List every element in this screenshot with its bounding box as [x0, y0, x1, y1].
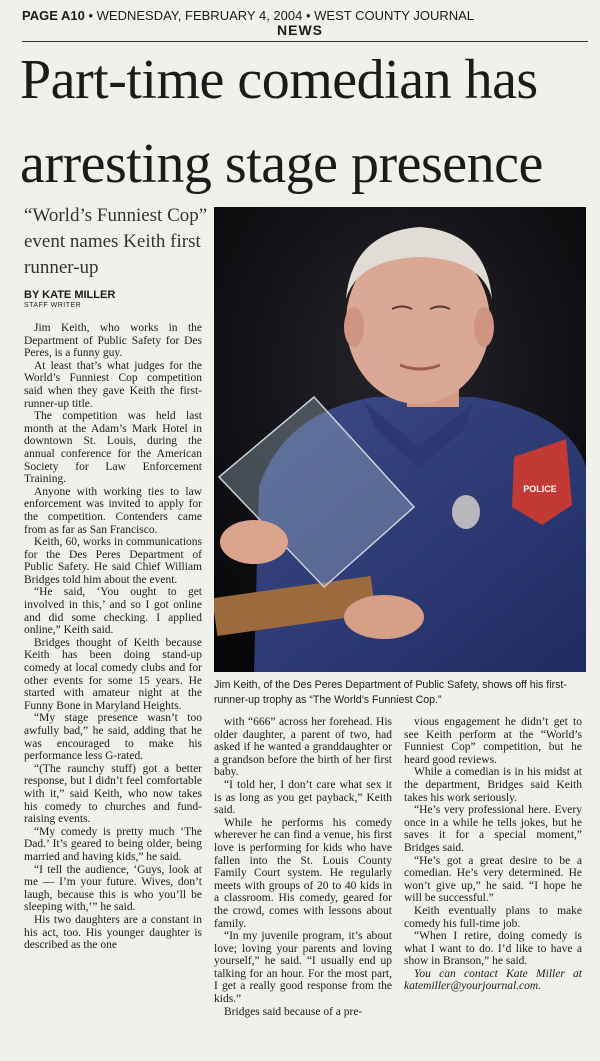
article-paragraph: Keith eventually plans to make comedy his full-time job.: [404, 904, 582, 930]
article-paragraph: “My comedy is pretty much ‘The Dad.’ It’s geared to being older, being married and having kids,” he said.: [24, 825, 202, 863]
article-paragraph: His two daughters are a constant in his act, too. His younger daughter is described as the one: [24, 913, 202, 952]
header-separator: •: [88, 8, 97, 23]
left-hand: [220, 520, 288, 564]
page-number: PAGE A10: [22, 8, 85, 23]
right-hand: [344, 595, 424, 639]
article-column-3: [404, 716, 582, 993]
byline-author: BY KATE MILLER: [24, 289, 116, 301]
article-paragraph: Bridges thought of Keith because Keith has been doing stand-up comedy at local comedy clubs and for other events for some 15 years. He started with amateur night at the Funny Bone in Maryland Heights.: [24, 636, 202, 712]
header-separator: •: [305, 8, 315, 23]
article-paragraph: “He’s got a great desire to be a comedian. He’s very determined. He won’t give up,” he said. “I hope he will be successful.”: [404, 854, 582, 905]
article-paragraph: “I tell the audience, ‘Guys, look at me — I’m your future. Wives, don’t laugh, because this is who you’ll be sleeping with,’” he said.: [24, 863, 202, 914]
publication-date: WEDNESDAY, FEBRUARY 4, 2004: [96, 8, 303, 23]
photo-caption: Jim Keith, of the Des Peres Department of Public Safety, shows off his first-runner-up trophy as “The World’s Funniest Cop.”: [214, 679, 567, 706]
article-paragraph: Bridges said because of a pre-: [224, 1005, 363, 1018]
page-header: [22, 8, 588, 22]
article-paragraph: “My stage presence wasn’t too awfully bad,” he said, adding that he was encouraged to make his performance less G-rated.: [24, 712, 202, 763]
article-paragraph: The competition was held last month at the Adam’s Mark Hotel in downtown St. Louis, during the annual conference for the American Society for Law Enforcement Training.: [24, 410, 202, 486]
section-label: NEWS: [277, 22, 323, 38]
patch-text: POLICE: [523, 484, 557, 494]
byline-role: STAFF WRITER: [24, 302, 82, 309]
article-paragraph: While he performs his comedy wherever he can find a venue, his first love is performing for kids who have fallen into the St. Louis County Family Court system. He regularly meets with groups of 20 to 40 kids in a classroom. His comedy, geared for the crowd, comes with lessons about family.: [214, 816, 392, 930]
article-paragraph: At least that’s what judges for the World’s Funniest Cop competition said when they gave Keith the first-runner-up title.: [24, 359, 202, 410]
article-column-1: [24, 322, 202, 952]
article-paragraph: “He’s very professional here. Every once in a while he tells jokes, but he saves it for a special moment,” Bridges said.: [404, 804, 582, 854]
article-column-2: [214, 716, 392, 1018]
officer-with-trophy-photo: [214, 207, 586, 672]
article-paragraph: “In my juvenile program, it’s about love; loving your parents and loving yourself,” he said. “I usually end up talking for an hour. For the most part, I get a really good response from the kids.”: [214, 930, 392, 1006]
article-paragraph: While a comedian is in his midst at the department, Bridges said Keith takes his work seriously.: [404, 766, 582, 804]
article-paragraph: Keith, 60, works in communications for the Des Peres Department of Public Safety. He said Chief William Bridges told him about the event.: [24, 536, 202, 586]
article-paragraph: “When I retire, doing comedy is what I want to do. I’d like to have a show in Branson,” he said.: [404, 930, 582, 968]
article-paragraph: “He said, ‘You ought to get involved in this,’ and so I got online and did some checking. I applied online,” Keith said.: [24, 586, 202, 637]
article-paragraph: vious engagement he didn’t get to see Keith perform at the “World’s Funniest Cop” competition, but he heard good reviews.: [404, 716, 582, 766]
headline-line-2: arresting stage presence: [20, 133, 543, 195]
article-photo: [214, 207, 586, 672]
article-paragraph: with “666” across her forehead. His older daughter, a parent of two, had asked if he wanted a granddaughter or a grandson before the birth of her first baby.: [214, 716, 392, 779]
headline-line-1: Part-time comedian has: [20, 49, 538, 111]
header-rule: [22, 41, 588, 42]
subheadline: “World’s Funniest Cop” event names Keith first runner-up: [24, 205, 208, 278]
author-contact: You can contact Kate Miller at katemiller@yourjournal.com.: [404, 967, 582, 993]
article-paragraph: “(The raunchy stuff) got a better response, but I didn’t feel comfortable with it,” said Keith, who now takes his comedy to churches and fund-raising events.: [24, 762, 202, 826]
article-paragraph: Jim Keith, who works in the Department of Public Safety for Des Peres, is a funny guy.: [24, 322, 202, 360]
publication-name: WEST COUNTY JOURNAL: [314, 8, 475, 23]
article-paragraph: Anyone with working ties to law enforcement was invited to apply for the competition. Contenders came from as far as San Francisco.: [24, 485, 202, 536]
badge: [452, 495, 480, 529]
article-paragraph: “I told her, I don’t care what sex it is as long as you get payback,” Keith said.: [214, 778, 392, 817]
